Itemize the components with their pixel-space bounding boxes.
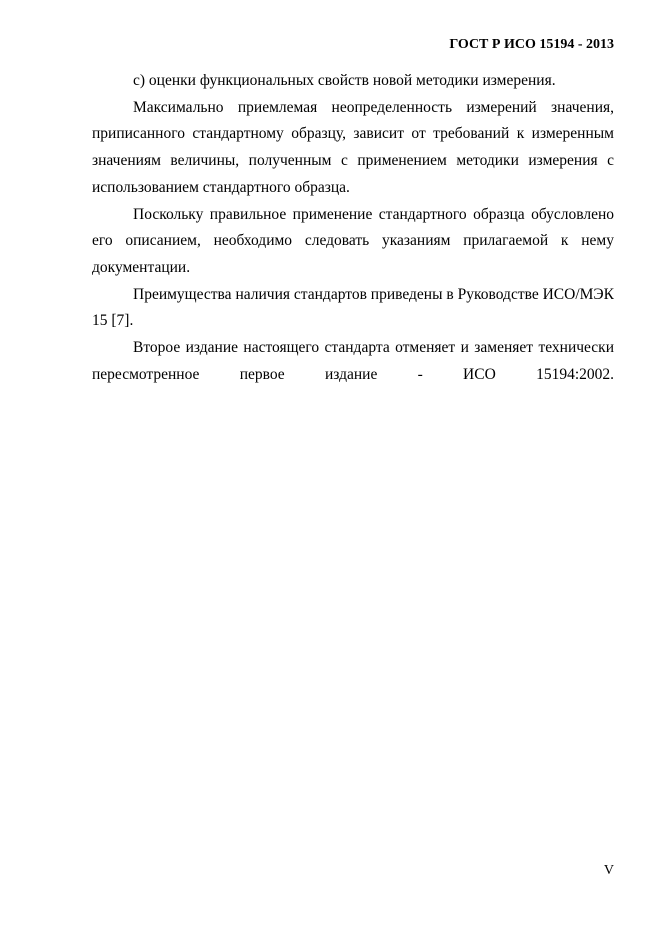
document-body — [92, 68, 614, 388]
paragraph-documentation: Поскольку правильное применение стандартного образца обусловлено его описанием, необходимо следовать указаниям прилагаемой к нему документации. — [92, 205, 614, 276]
paragraph-edition-note: Второе издание настоящего стандарта отменяет и заменяет технически пересмотренное первое издание - ИСО 15194:2002. — [92, 339, 614, 383]
page-number: V — [603, 863, 614, 878]
paragraph-uncertainty: Максимально приемлемая неопределенность измерений значения, приписанного стандартному образцу, зависит от требований к измеренным значениям величины, полученным с применением методики измерения с использованием стандартного образца. — [92, 98, 614, 196]
document-header-standard-id: ГОСТ Р ИСО 15194 - 2013 — [449, 37, 614, 52]
paragraph-list-item-c: c) оценки функциональных свойств новой методики измерения. — [133, 72, 556, 89]
paragraph-advantages: Преимущества наличия стандартов приведены в Руководстве ИСО/МЭК 15 [7]. — [92, 285, 614, 330]
